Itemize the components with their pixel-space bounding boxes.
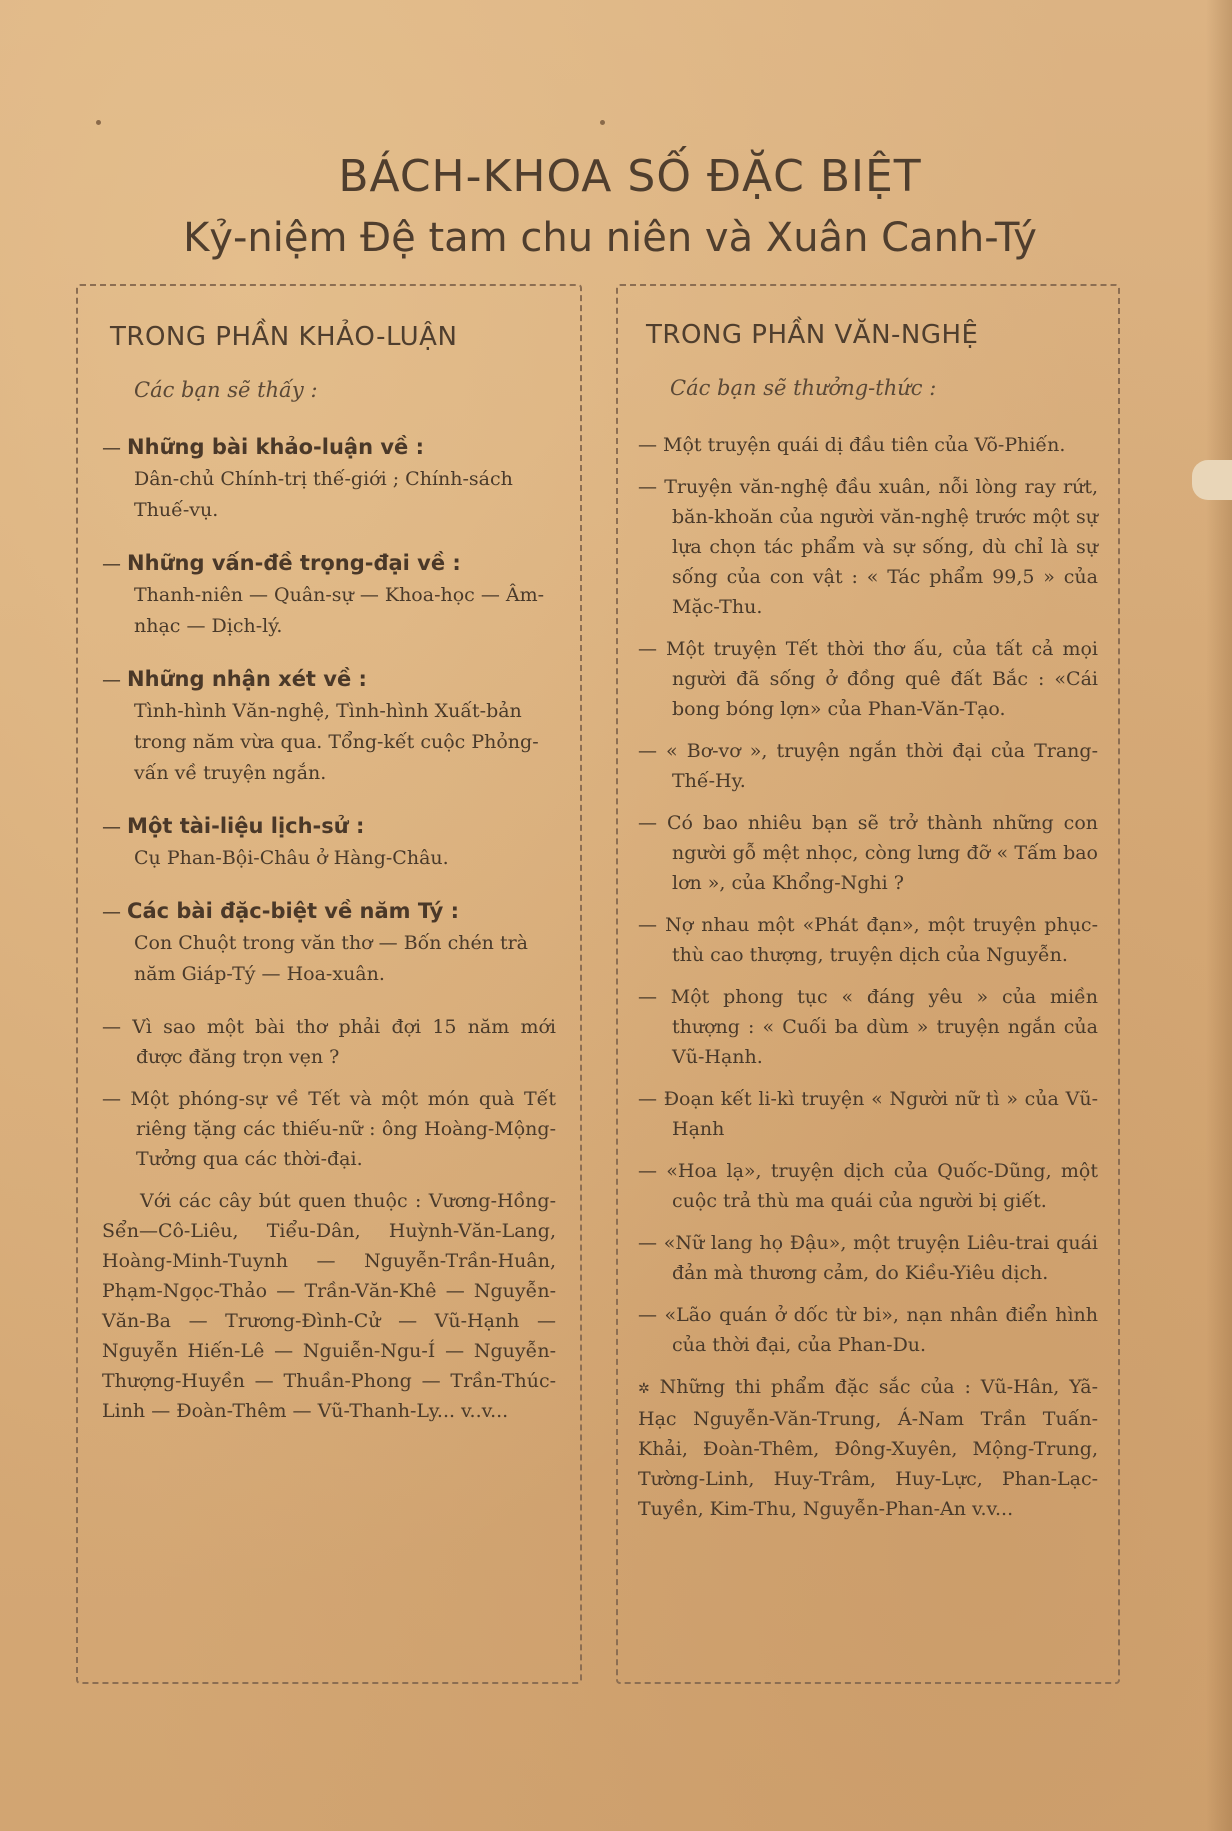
item-body: Tình-hình Văn-nghệ, Tình-hình Xuất-bản trong năm vừa qua. Tổng-kết cuộc Phỏng-vấn về truyện ngắn.	[134, 700, 539, 784]
item-body: Cụ Phan-Bội-Châu ở Hàng-Châu.	[134, 847, 449, 869]
left-column-heading: TRONG PHẦN KHẢO-LUẬN	[110, 322, 458, 352]
item-lead: Một tài-liệu lịch-sử :	[127, 814, 365, 838]
list-item: — Một phong tục « đáng yêu » của miền thượng : « Cuối ba dùm » truyện ngắn của Vũ-Hạnh.	[638, 986, 1098, 1068]
list-item: — Đoạn kết li-kì truyện « Người nữ tì » của Vũ-Hạnh	[638, 1088, 1098, 1140]
poem-question: — Vì sao một bài thơ phải đợi 15 năm mới được đăng trọn vẹn ?	[102, 1016, 556, 1068]
tet-report: — Một phóng-sự về Tết và một món quà Tết riêng tặng các thiếu-nữ : ông Hoàng-Mộng-Tưởng qua các thời-đại.	[102, 1088, 556, 1170]
list-item: — Một truyện quái dị đầu tiên của Võ-Phiến.	[638, 434, 1066, 456]
list-item: — Những bài khảo-luận về : Dân-chủ Chính-trị thế-giới ; Chính-sách Thuế-vụ.	[102, 432, 556, 526]
poets-text: Những thi phẩm đặc sắc của : Vũ-Hân, Yã-Hạc Nguyễn-Văn-Trung, Á-Nam Trần Tuấn-Khải, Đoàn-Thêm, Đông-Xuyên, Mộng-Trung, Tường-Linh, Huy-Trâm, Huy-Lực, Phan-Lạc-Tuyền, Kim-Thu, Nguyễn-Phan-An v.v...	[638, 1376, 1098, 1520]
item-lead: Những vấn-đề trọng-đại về :	[127, 551, 461, 575]
right-column-heading: TRONG PHẦN VĂN-NGHỆ	[646, 320, 979, 350]
list-item: — «Hoa lạ», truyện dịch của Quốc-Dũng, một cuộc trả thù ma quái của người bị giết.	[638, 1160, 1098, 1212]
right-column-intro: Các bạn sẽ thưởng-thức :	[670, 376, 937, 400]
page-tear	[1192, 460, 1232, 500]
left-column	[76, 284, 582, 1684]
list-item: — «Lão quán ở dốc từ bi», nạn nhân điển hình của thời đại, của Phan-Du.	[638, 1304, 1098, 1356]
stain-dot	[600, 120, 605, 125]
contributors-list: Với các cây bút quen thuộc : Vương-Hồng-Sển—Cô-Liêu, Tiểu-Dân, Huỳnh-Văn-Lang, Hoàng-Minh-Tuynh — Nguyễn-Trần-Huân, Phạm-Ngọc-Thảo — Trần-Văn-Khê — Nguyễn-Văn-Ba — Trương-Đình-Cử — Vũ-Hạnh — Nguyễn Hiến-Lê — Nguiễn-Ngu-Í — Nguyễn-Thượng-Huyền — Thuần-Phong — Trần-Thúc-Linh — Đoàn-Thêm — Vũ-Thanh-Ly... v..v...	[102, 1190, 556, 1422]
item-lead: Những bài khảo-luận về :	[127, 435, 424, 459]
poets-list	[638, 1372, 1098, 1524]
item-body: Thanh-niên — Quân-sự — Khoa-học — Âm-nhạc — Dịch-lý.	[134, 584, 545, 637]
page-subtitle: Kỷ-niệm Đệ tam chu niên và Xuân Canh-Tý	[183, 215, 1037, 261]
list-item: — Những nhận xét về : Tình-hình Văn-nghệ, Tình-hình Xuất-bản trong năm vừa qua. Tổng-kết cuộc Phỏng-vấn về truyện ngắn.	[102, 664, 556, 789]
item-body: Dân-chủ Chính-trị thế-giới ; Chính-sách Thuế-vụ.	[134, 468, 513, 521]
stain-dot	[96, 120, 101, 125]
list-item: — Có bao nhiêu bạn sẽ trở thành những con người gỗ mệt nhọc, còng lưng đỡ « Tấm bao lơn », của Khổng-Nghi ?	[638, 812, 1098, 894]
list-item: — Nợ nhau một «Phát đạn», một truyện phục-thù cao thượng, truyện dịch của Nguyễn.	[638, 914, 1098, 966]
list-item: — Những vấn-đề trọng-đại về : Thanh-niên — Quân-sự — Khoa-học — Âm-nhạc — Dịch-lý.	[102, 548, 556, 642]
page-edge-shadow	[1206, 0, 1232, 1831]
list-item: — Truyện văn-nghệ đầu xuân, nỗi lòng ray rứt, băn-khoăn của người văn-nghệ trước một sự lựa chọn tác phẩm và sự sống, dù chỉ là sự sống của con vật : « Tác phẩm 99,5 » của Mặc-Thu.	[638, 476, 1098, 618]
asterisk-icon: ✲	[638, 1381, 650, 1397]
list-item: — «Nữ lang họ Đậu», một truyện Liêu-trai quái đản mà thương cảm, do Kiều-Yiêu dịch.	[638, 1232, 1098, 1284]
item-lead: Các bài đặc-biệt về năm Tý :	[127, 899, 460, 923]
list-item: — « Bơ-vơ », truyện ngắn thời đại của Trang-Thế-Hy.	[638, 740, 1098, 792]
list-item: — Một tài-liệu lịch-sử : Cụ Phan-Bội-Châu ở Hàng-Châu.	[102, 811, 556, 874]
right-column	[616, 284, 1120, 1684]
item-lead: Những nhận xét về :	[127, 667, 367, 691]
item-body: Con Chuột trong văn thơ — Bốn chén trà năm Giáp-Tý — Hoa-xuân.	[134, 932, 529, 985]
page-header	[110, 150, 1110, 266]
left-column-intro: Các bạn sẽ thấy :	[134, 378, 318, 402]
list-item: — Một truyện Tết thời thơ ấu, của tất cả mọi người đã sống ở đồng quê đất Bắc : «Cái bong bóng lợn» của Phan-Văn-Tạo.	[638, 638, 1098, 720]
list-item: — Các bài đặc-biệt về năm Tý : Con Chuột trong văn thơ — Bốn chén trà năm Giáp-Tý — Hoa-xuân.	[102, 896, 556, 990]
page-title: BÁCH-KHOA SỐ ĐẶC BIỆT	[338, 151, 922, 202]
